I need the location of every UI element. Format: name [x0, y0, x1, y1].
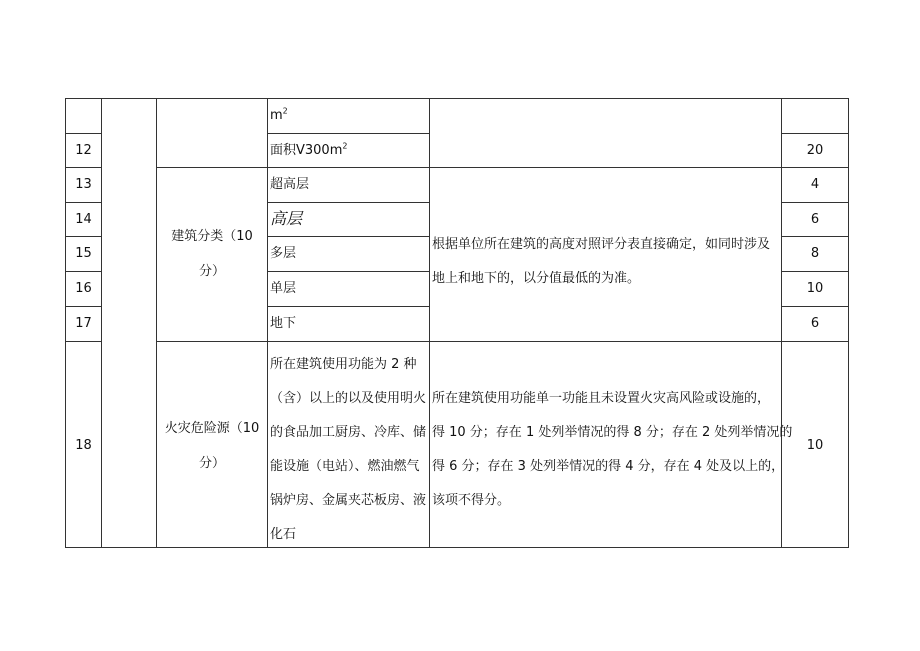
item-text: 的食品加工厨房、冷库、储 [270, 425, 427, 440]
row-number: 17 [75, 316, 92, 331]
category-label: 分） [198, 456, 225, 471]
scoring-rule: 得 10 分；存在 1 处列举情况的得 8 分；存在 2 处列举情况的 [432, 425, 793, 440]
score-value: 10 [806, 438, 824, 453]
row-line [156, 167, 849, 168]
row-line [781, 236, 849, 237]
scoring-rule: 所在建筑使用功能单一功能且未设置火灾高风险或设施的， [432, 391, 771, 406]
item-text: 高层 [270, 209, 303, 228]
scoring-rule: 地上和地下的，以分值最低的为准。 [432, 271, 641, 286]
row-line [267, 236, 429, 237]
row-line [65, 167, 101, 168]
item-text: 所在建筑使用功能为 2 种 [270, 357, 417, 372]
item-text: 多层 [270, 246, 297, 261]
item-text: （含）以上的以及使用明火 [270, 391, 427, 406]
row-number: 15 [75, 246, 92, 261]
col-line [267, 98, 268, 548]
row-number: 13 [75, 177, 92, 192]
row-line [156, 341, 849, 342]
score-value: 10 [806, 281, 824, 296]
row-line [65, 133, 101, 134]
scoring-rule: 根据单位所在建筑的高度对照评分表直接确定，如同时涉及 [432, 237, 771, 252]
row-line [65, 271, 101, 272]
score-value: 8 [810, 246, 820, 261]
item-text: 单层 [270, 281, 297, 296]
row-number: 16 [75, 281, 92, 296]
row-line [781, 202, 849, 203]
item-text: 面积$V300m^2$ [270, 141, 348, 158]
table-border-top [65, 98, 849, 99]
row-line [267, 306, 429, 307]
row-line [65, 236, 101, 237]
item-text: 超高层 [270, 177, 310, 192]
score-value: 6 [810, 316, 820, 331]
item-text: 能设施（电站）、燃油燃气 [270, 459, 420, 474]
scoring-rule: 该项不得分。 [432, 493, 511, 508]
category-label: 火灾危险源（10 [164, 421, 260, 436]
item-text: $m^2$ [270, 106, 288, 123]
item-text: 化石 [270, 527, 297, 542]
row-line [267, 271, 429, 272]
table-border-right [848, 98, 849, 548]
row-line [267, 202, 429, 203]
row-number: 18 [75, 438, 92, 453]
row-line [781, 133, 849, 134]
row-line [65, 202, 101, 203]
row-line [65, 306, 101, 307]
row-number: 14 [75, 212, 92, 227]
row-line [781, 271, 849, 272]
col-line [156, 98, 157, 548]
item-text: 地下 [270, 316, 297, 331]
col-line [101, 98, 102, 548]
category-label: 建筑分类（10 [171, 229, 253, 244]
row-number: 12 [75, 143, 92, 158]
row-line [781, 306, 849, 307]
row-line [65, 341, 101, 342]
item-text: 锅炉房、金属夹芯板房、液 [270, 493, 427, 508]
col-line [429, 98, 430, 548]
category-label: 分） [198, 264, 225, 279]
score-value: 20 [806, 143, 824, 158]
score-value: 6 [810, 212, 820, 227]
scoring-rule: 得 6 分；存在 3 处列举情况的得 4 分，存在 4 处及以上的， [432, 459, 785, 474]
score-value: 4 [810, 177, 820, 192]
row-line [267, 133, 429, 134]
table-border-bottom [65, 547, 849, 548]
